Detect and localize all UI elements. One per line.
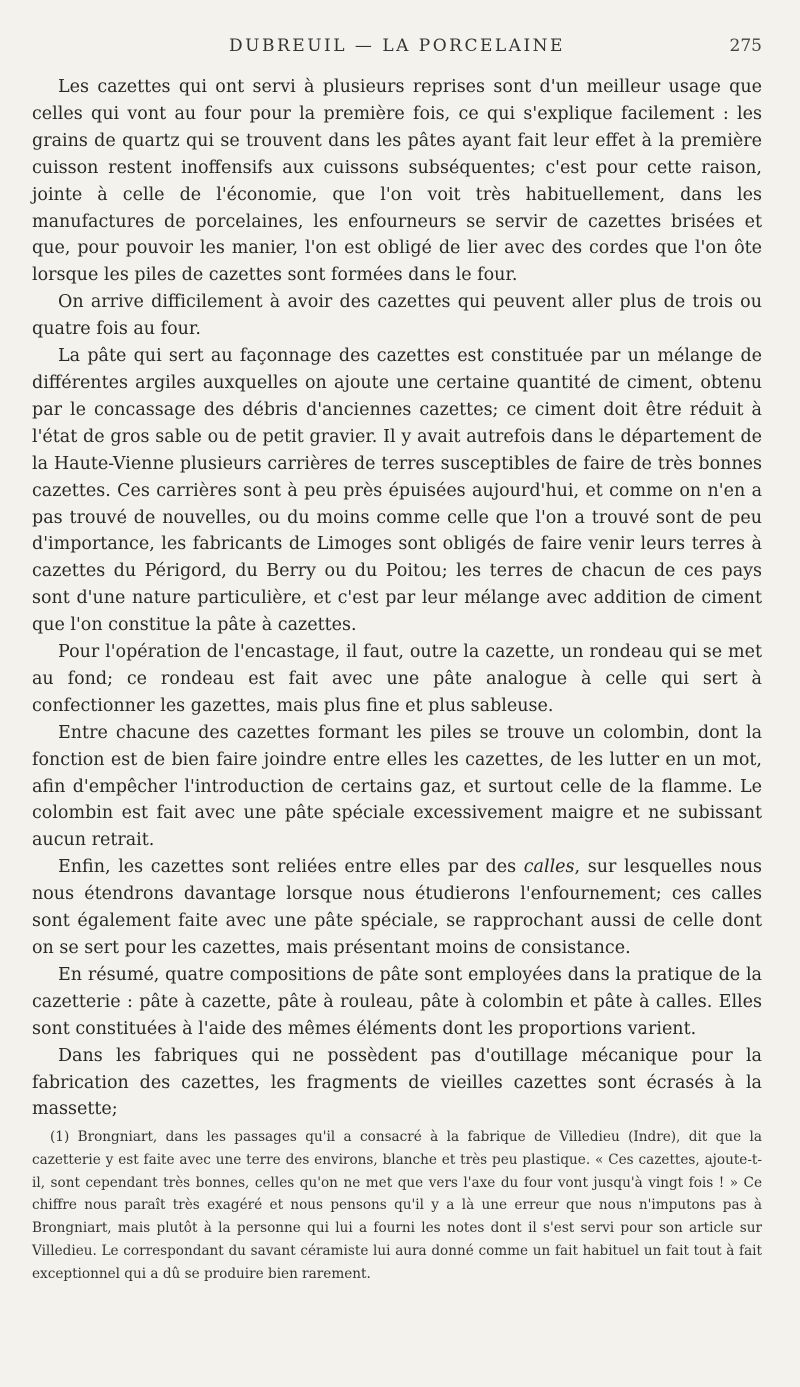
- page-number: 275: [729, 36, 762, 56]
- paragraph-calles: [32, 854, 762, 962]
- paragraph-text: Enfin, les cazettes sont reliées entre elles par des: [58, 857, 524, 878]
- running-title: DUBREUIL — LA PORCELAINE: [229, 36, 565, 56]
- paragraph: Entre chacune des cazettes formant les piles se trouve un colombin, dont la fonction est de bien faire joindre entre elles les cazettes, de les lutter en un mot, afin d'empêcher l'introduction de certains gaz, et surtout celle de la flamme. Le colombin est fait avec une pâte spéciale excessivement maigre et ne subissant aucun retrait.: [32, 722, 762, 851]
- paragraph: Dans les fabriques qui ne possèdent pas d'outillage mécanique pour la fabrication des cazettes, les fragments de vieilles cazettes sont écrasés à la massette;: [32, 1045, 762, 1120]
- paragraph: En résumé, quatre compositions de pâte sont employées dans la pratique de la cazetterie : pâte à cazette, pâte à rouleau, pâte à colombin et pâte à calles. Elles sont constituées à l'aide des mêmes éléments dont les proportions varient.: [32, 964, 762, 1039]
- paragraph: La pâte qui sert au façonnage des cazettes est constituée par un mélange de différentes argiles auxquelles on ajoute une certaine quantité de ciment, obtenu par le concassage des débris d'anciennes cazettes; ce ciment doit être réduit à l'état de gros sable ou de petit gravier. Il y avait autrefois dans le département de la Haute-Vienne plusieurs carrières de terres susceptibles de faire de très bonnes cazettes. Ces carrières sont à peu près épuisées aujourd'hui, et comme on n'en a pas trouvé de nouvelles, ou du moins comme celle que l'on a trouvé sont de peu d'importance, les fabricants de Limoges sont obligés de faire venir leurs terres à cazettes du Périgord, du Berry ou du Poitou; les terres de chacun de ces pays sont d'une nature particulière, et c'est par leur mélange avec addition de ciment que l'on constitue la pâte à cazettes.: [32, 346, 762, 636]
- footnotes: [32, 1126, 762, 1286]
- paragraph-text: , sur lesquelles nous nous étendrons davantage lorsque nous étudierons l'enfournement; ces calles sont également faite avec une pâte spéciale, se rapprochant aussi de celle dont on se sert pour les cazettes, mais présentant moins de consistance.: [32, 857, 762, 958]
- footnote: (1) Brongniart, dans les passages qu'il a consacré à la fabrique de Villedieu (Indre), dit que la cazetterie y est faite avec une terre des environs, blanche et très peu plastique. « Ces cazettes, ajoute-t-il, sont cependant très bonnes, celles qu'on ne met que vers l'axe du four vont jusqu'à vingt fois ! » Ce chiffre nous paraît très exagéré et nous pensons qu'il y a là une erreur que nous n'imputons pas à Brongniart, mais plutôt à la personne qui lui a fourni les notes dont il s'est servi pour son article sur Villedieu. Le correspondant du savant céramiste lui aura donné comme un fait habituel un fait tout à fait exceptionnel qui a dû se produire bien rarement.: [32, 1129, 762, 1282]
- body-text: [32, 74, 762, 1123]
- paragraph: Pour l'opération de l'encastage, il faut, outre la cazette, un rondeau qui se met au fond; ce rondeau est fait avec une pâte analogue à celle qui sert à confectionner les gazettes, mais plus fine et plus sableuse.: [32, 642, 762, 716]
- italic-term: calles: [523, 857, 575, 878]
- book-page: [32, 0, 762, 1387]
- paragraph: Les cazettes qui ont servi à plusieurs reprises sont d'un meilleur usage que celles qui vont au four pour la première fois, ce qui s'explique facilement : les grains de quartz qui se trouvent dans les pâtes ayant fait leur effet à la première cuisson restent inoffensifs aux cuissons subséquentes; c'est pour cette raison, jointe à celle de l'économie, que l'on voit très habituellement, dans les manufactures de porcelaines, les enfourneurs se servir de cazettes brisées et que, pour pouvoir les manier, l'on est obligé de lier avec des cordes que l'on ôte lorsque les piles de cazettes sont formées dans le four.: [32, 77, 762, 286]
- running-head: [32, 36, 762, 60]
- paragraph: On arrive difficilement à avoir des cazettes qui peuvent aller plus de trois ou quatre fois au four.: [32, 292, 762, 340]
